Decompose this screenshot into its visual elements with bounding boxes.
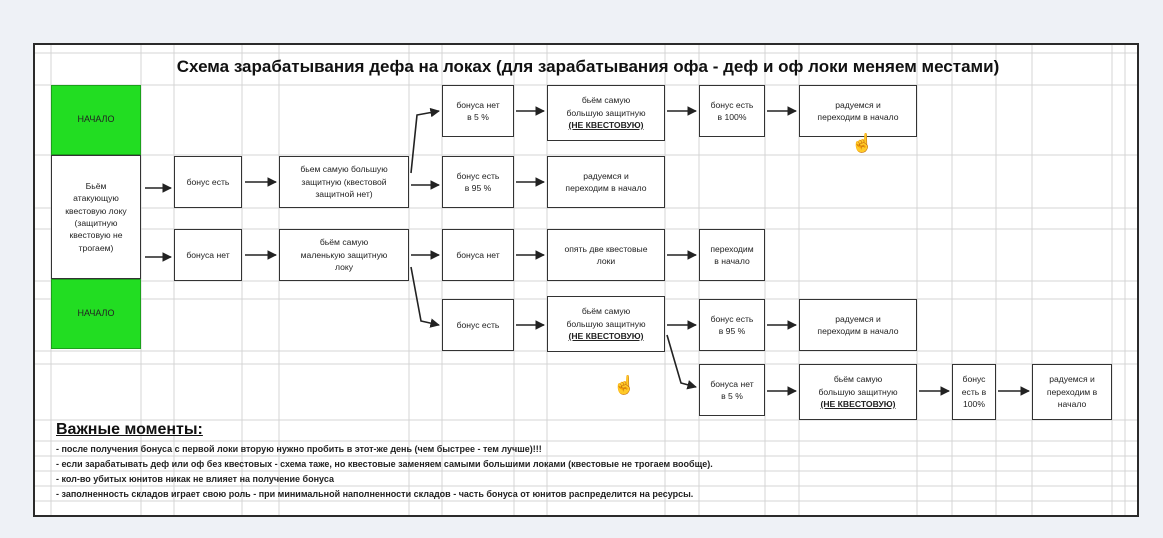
arrow [667,335,696,387]
diagram-title: Схема зарабатывания дефа на локах (для зарабатывания офа - деф и оф локи меняем местами) [176,57,1000,76]
notes-heading: Важные моменты: [56,421,203,438]
start-box-1: НАЧАЛО [51,85,141,155]
arrow [411,267,439,325]
hand-cursor-icon: ☝ [613,375,636,395]
bonus-no-5b-box: бонуса нет в 5 % [699,364,765,416]
bonus-yes-100b-box: бонус есть в 100% [952,364,996,420]
bonus-yes-mid-box: бонус есть [442,299,514,351]
attack-quest-box: Бьём атакующую квестовую локу (защитную квестовую не трогаем) [51,155,141,279]
hand-cursor-icon: ☝ [851,133,874,153]
hit-big-nonquest-box-3: бьём самую большую защитную (НЕ КВЕСТОВУЮ) [799,364,917,420]
arrow [411,111,439,173]
hit-big-nonquest-box-2: бьём самую большую защитную (НЕ КВЕСТОВУЮ) [547,296,665,352]
hit-big-nonquest-box-1: бьём самую большую защитную (НЕ КВЕСТОВУЮ) [547,85,665,141]
note-item: - после получения бонуса с первой локи вторую нужно пробить в этот-же день (чем быстрее - тем лучше)!!! [56,444,542,454]
bonus-yes-95b-box: бонус есть в 95 % [699,299,765,351]
note-item: - заполненность складов играет свою роль - при минимальной наполненности складов - часть бонуса от юнитов распределится на ресурсы. [56,489,694,499]
bonus-yes-100-box: бонус есть в 100% [699,85,765,137]
rejoice-box-2: радуемся и переходим в начало [799,85,917,137]
bonus-no-box: бонуса нет [174,229,242,281]
hit-biggest-box: бьем самую большую защитную (квестовой защитной нет) [279,156,409,208]
hit-smallest-box: бьём самую маленькую защитную локу [279,229,409,281]
note-item: - кол-во убитых юнитов никак не влияет на получение бонуса [56,474,334,484]
bonus-no-mid-box: бонуса нет [442,229,514,281]
bonus-yes-box: бонус есть [174,156,242,208]
rejoice-box-1: радуемся и переходим в начало [547,156,665,208]
go-start-box: переходим в начало [699,229,765,281]
two-quest-box: опять две квестовые локи [547,229,665,281]
rejoice-box-4: радуемся и переходим в начало [1032,364,1112,420]
note-item: - если зарабатывать деф или оф без квестовых - схема таже, но квестовые заменяем самыми большими локами (квестовые не трогаем вообще). [56,459,713,469]
rejoice-box-3: радуемся и переходим в начало [799,299,917,351]
bonus-no-5-box: бонуса нет в 5 % [442,85,514,137]
bonus-yes-95-box: бонус есть в 95 % [442,156,514,208]
spreadsheet-sheet [33,43,1139,517]
start-box-2: НАЧАЛО [51,279,141,349]
